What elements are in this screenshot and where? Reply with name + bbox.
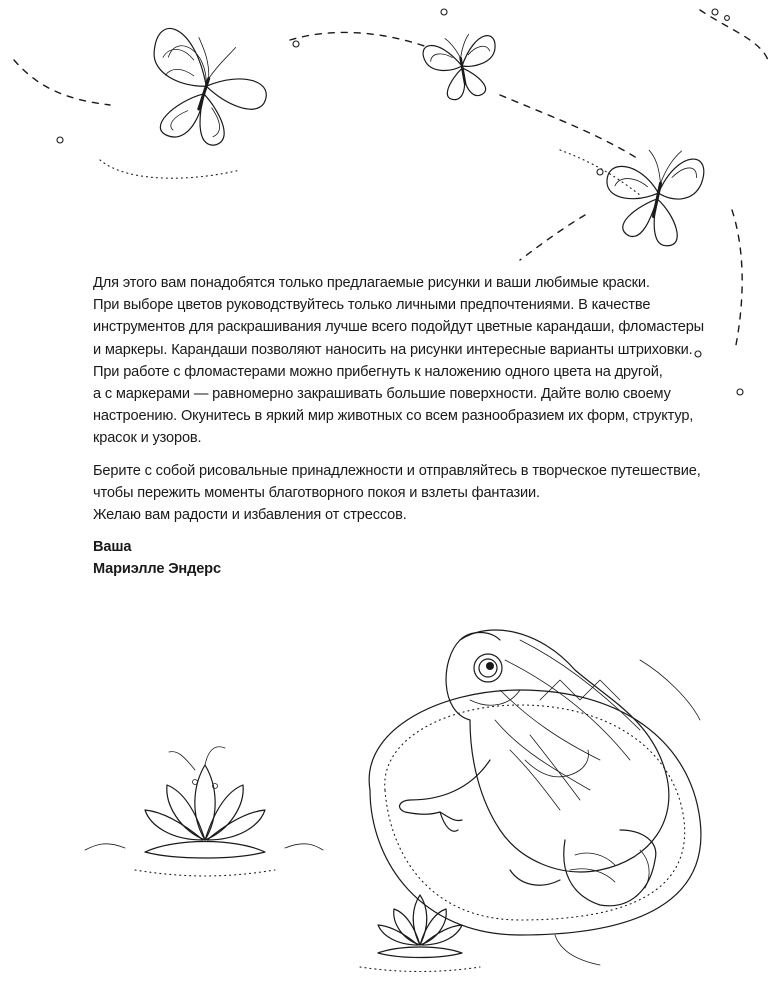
lotus-flower-icon [360, 895, 480, 972]
signature [93, 536, 713, 580]
text-line: а с маркерами — равномерно закрашивать большие поверхности. Дайте волю своему [93, 386, 671, 403]
frog-on-lily-pad-icon [369, 630, 701, 965]
text-line: Желаю вам радости и избавления от стрессов. [93, 507, 407, 524]
flight-path-dash [732, 210, 742, 350]
signature-author: Мариэлле Эндерс [93, 561, 221, 578]
text-line: инструментов для раскрашивания лучше всего подойдут цветные карандаши, фломастеры [93, 319, 705, 336]
text-line: чтобы пережить моменты благотворного покоя и взлеты фантазии. [93, 484, 540, 501]
flight-path-dash [14, 60, 110, 105]
flight-path-dash [700, 10, 768, 60]
flight-path-dots [100, 160, 240, 178]
paragraph [93, 272, 713, 450]
text-line: Берите с собой рисовальные принадлежности и отправляйтесь в творческое путешествие, [93, 462, 701, 479]
text-line: При работе с фломастерами можно прибегнуть к наложению одного цвета на другой, [93, 363, 663, 380]
dot-ring [725, 16, 730, 21]
signature-greeting: Ваша [93, 539, 132, 556]
butterfly-icon [596, 137, 708, 250]
paragraph [93, 460, 713, 527]
lotus-flower-icon [85, 747, 323, 876]
text-line: Для этого вам понадобятся только предлагаемые рисунки и ваши любимые краски. [93, 275, 650, 291]
dot-ring [597, 169, 603, 175]
flight-path-dash [500, 95, 640, 160]
text-line: красок и узоров. [93, 430, 202, 447]
flight-path-dash [520, 215, 585, 260]
butterfly-icon [129, 23, 278, 161]
dot-ring [737, 389, 743, 395]
dot-ring [57, 137, 63, 143]
dot-ring [712, 9, 718, 15]
intro-text [93, 272, 713, 581]
text-line: и маркеры. Карандаши позволяют наносить на рисунки интересные варианты штриховки. [93, 341, 693, 358]
dot-ring [441, 9, 447, 15]
text-line: При выборе цветов руководствуйтесь только личными предпочтениями. В качестве [93, 297, 651, 314]
text-line: настроению. Окунитесь в яркий мир животных со всем разнообразием их форм, структур, [93, 408, 694, 425]
butterfly-icon [421, 30, 503, 104]
flight-path-dash [290, 32, 430, 48]
dot-ring [293, 41, 299, 47]
